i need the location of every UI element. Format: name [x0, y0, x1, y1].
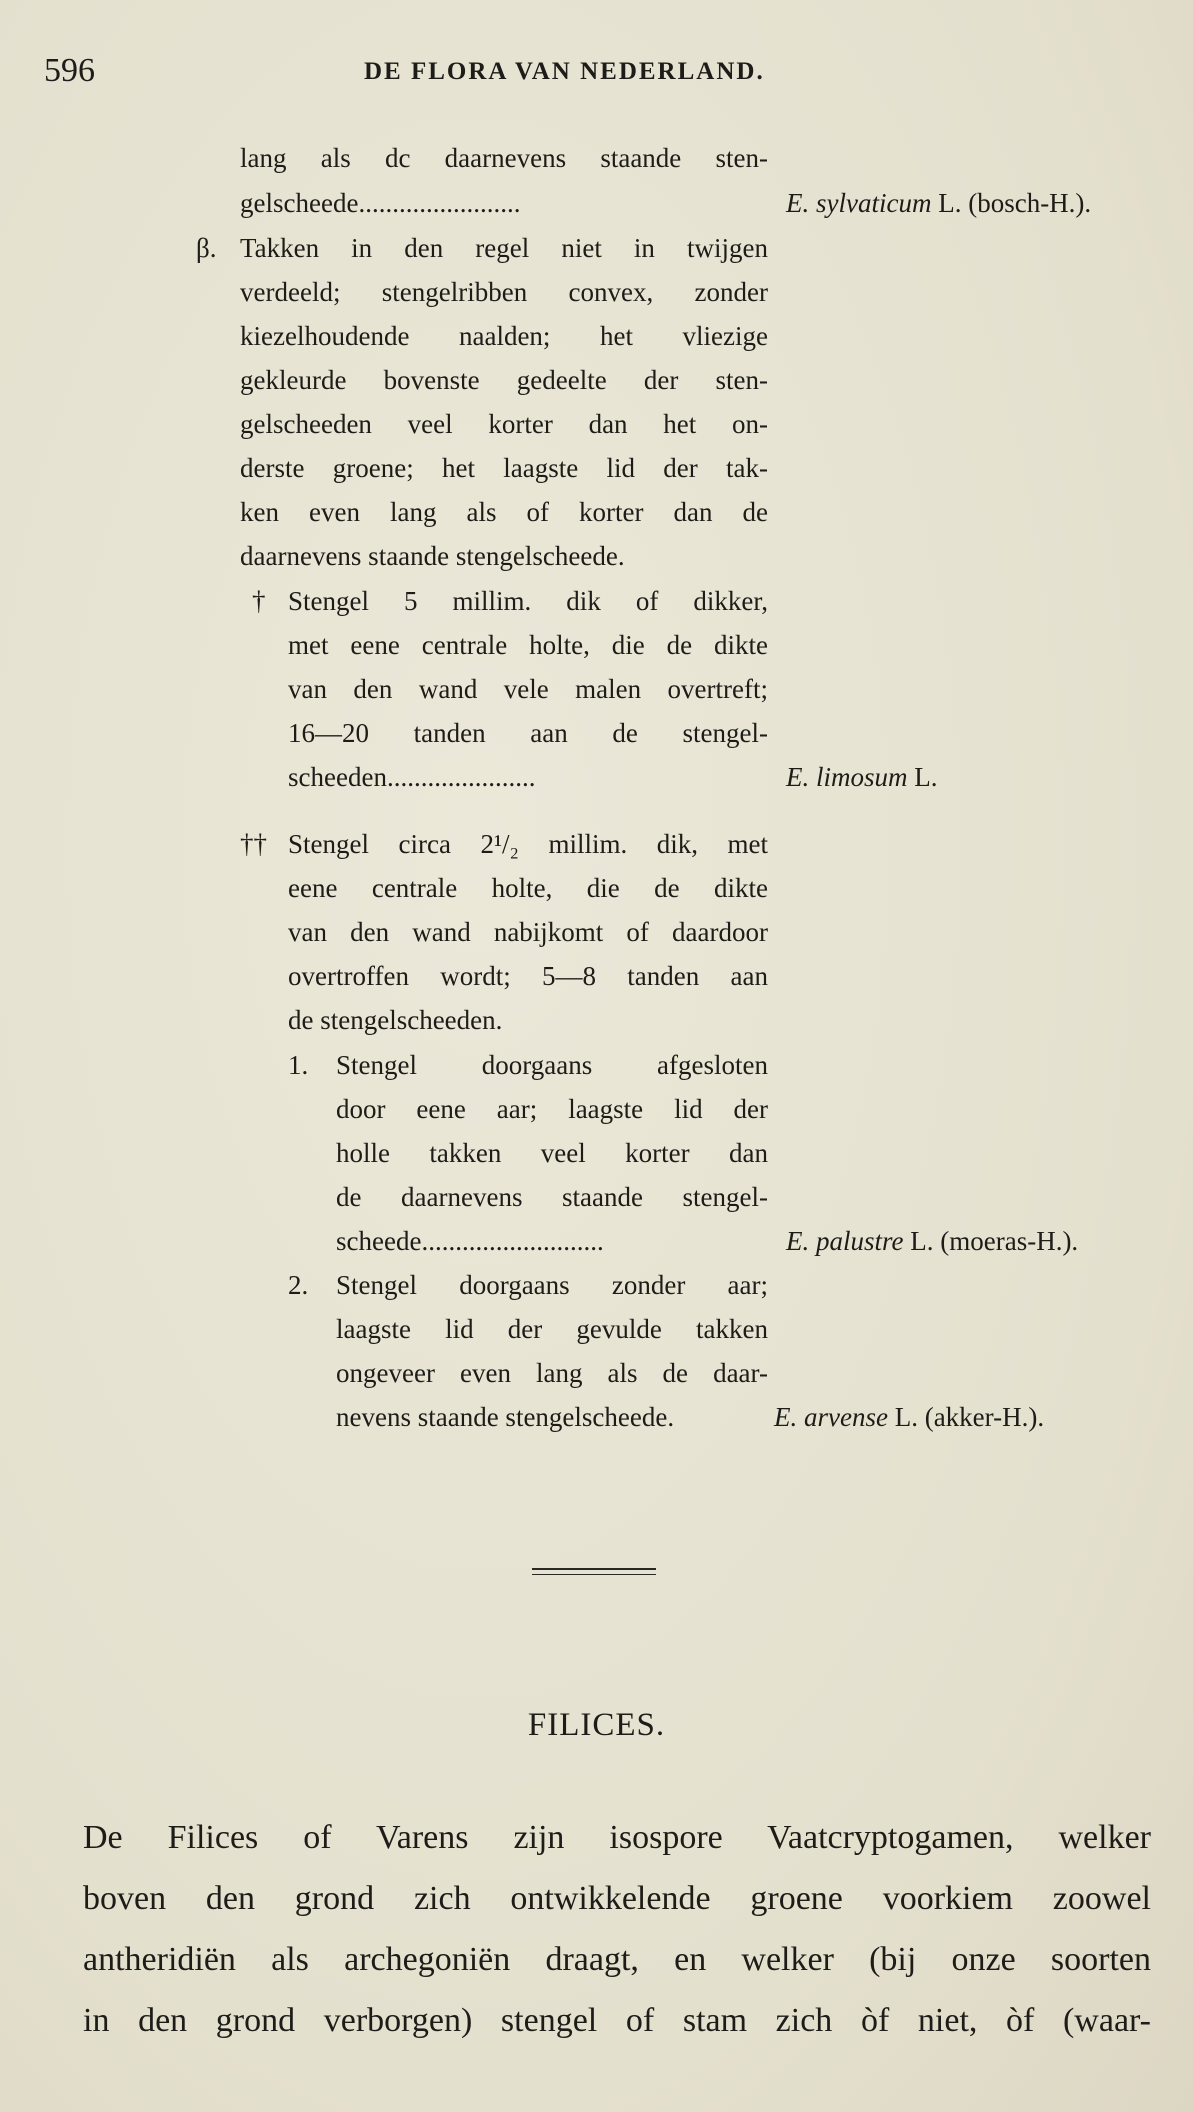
key-line-c4: 16—20 tanden aan de stengel-: [288, 718, 768, 748]
key-line-f2: laagste lid der gevulde takken: [336, 1314, 768, 1344]
section-divider: [532, 1568, 656, 1570]
key-line-c1: Stengel 5 millim. dik of dikker,: [288, 586, 768, 616]
key-line-d4: overtroffen wordt; 5—8 tanden aan: [288, 961, 768, 991]
key-line-c2: met eene centrale holte, die de dikte: [288, 630, 768, 660]
species-name: E. arvense: [774, 1402, 888, 1432]
page-header: [44, 52, 1153, 96]
key-line-e5: scheede........................... E. palustre L. (moeras-H.).: [336, 1226, 1079, 1256]
key-line-d2: eene centrale holte, die de dikte: [288, 873, 768, 903]
key-marker-dagger: †: [252, 586, 266, 616]
key-line-f4: nevens staande stengelscheede. E. arvense L. (akker-H.).: [336, 1402, 1045, 1432]
key-line-e1: Stengel doorgaans afgesloten: [336, 1050, 768, 1080]
key-line-d1: Stengel circa 2¹/₂ millim. dik, met: [288, 829, 768, 859]
key-line-d5: de stengelscheeden.: [288, 1005, 503, 1035]
key-line-b6: derste groene; het laagste lid der tak-: [240, 453, 768, 483]
key-line-c3: van den wand vele malen overtreft;: [288, 674, 768, 704]
key-line-d3: van den wand nabijkomt of daardoor: [288, 917, 768, 947]
key-line-b4: gekleurde bovenste gedeelte der sten-: [240, 365, 768, 395]
key-line-e4: de daarnevens staande stengel-: [336, 1182, 768, 1212]
key-line-b7: ken even lang als of korter dan de: [240, 497, 768, 527]
species-name: E. sylvaticum: [786, 188, 932, 218]
key-line-b5: gelscheeden veel korter dan het on-: [240, 409, 768, 439]
body-line-4: in den grond verborgen) stengel of stam zich òf niet, òf (waar-: [83, 2002, 1151, 2039]
key-line-e2: door eene aar; laagste lid der: [336, 1094, 768, 1124]
key-marker-beta: β.: [196, 233, 217, 263]
section-heading: FILICES.: [527, 1707, 666, 1743]
species-name: E. limosum: [786, 762, 908, 792]
key-line-f3: ongeveer even lang als de daar-: [336, 1358, 768, 1388]
key-line-a1: lang als dc daarnevens staande sten-: [240, 143, 768, 173]
key-marker-double-dagger: ††: [240, 829, 267, 859]
page-number: 596: [44, 52, 95, 89]
key-line-c5: scheeden...................... E. limosum L.: [288, 762, 938, 792]
key-line-b8: daarnevens staande stengelscheede.: [240, 541, 625, 571]
key-marker-1: 1.: [288, 1050, 309, 1080]
key-line-e3: holle takken veel korter dan: [336, 1138, 768, 1168]
key-line-b2: verdeeld; stengelribben convex, zonder: [240, 277, 768, 307]
species-name: E. palustre: [786, 1226, 904, 1256]
key-line-b3: kiezelhoudende naalden; het vliezige: [240, 321, 768, 351]
key-line-a2: gelscheede........................ E. sylvaticum L. (bosch-H.).: [240, 188, 1092, 218]
key-marker-2: 2.: [288, 1270, 309, 1300]
running-title: DE FLORA VAN NEDERLAND.: [364, 58, 765, 85]
key-line-f1: Stengel doorgaans zonder aar;: [336, 1270, 768, 1300]
key-line-b1: Takken in den regel niet in twijgen: [240, 233, 768, 263]
body-line-1: De Filices of Varens zijn isospore Vaatcryptogamen, welker: [83, 1819, 1151, 1856]
body-line-3: antheridiën als archegoniën draagt, en welker (bij onze soorten: [83, 1941, 1151, 1978]
body-line-2: boven den grond zich ontwikkelende groene voorkiem zoowel: [83, 1880, 1151, 1917]
